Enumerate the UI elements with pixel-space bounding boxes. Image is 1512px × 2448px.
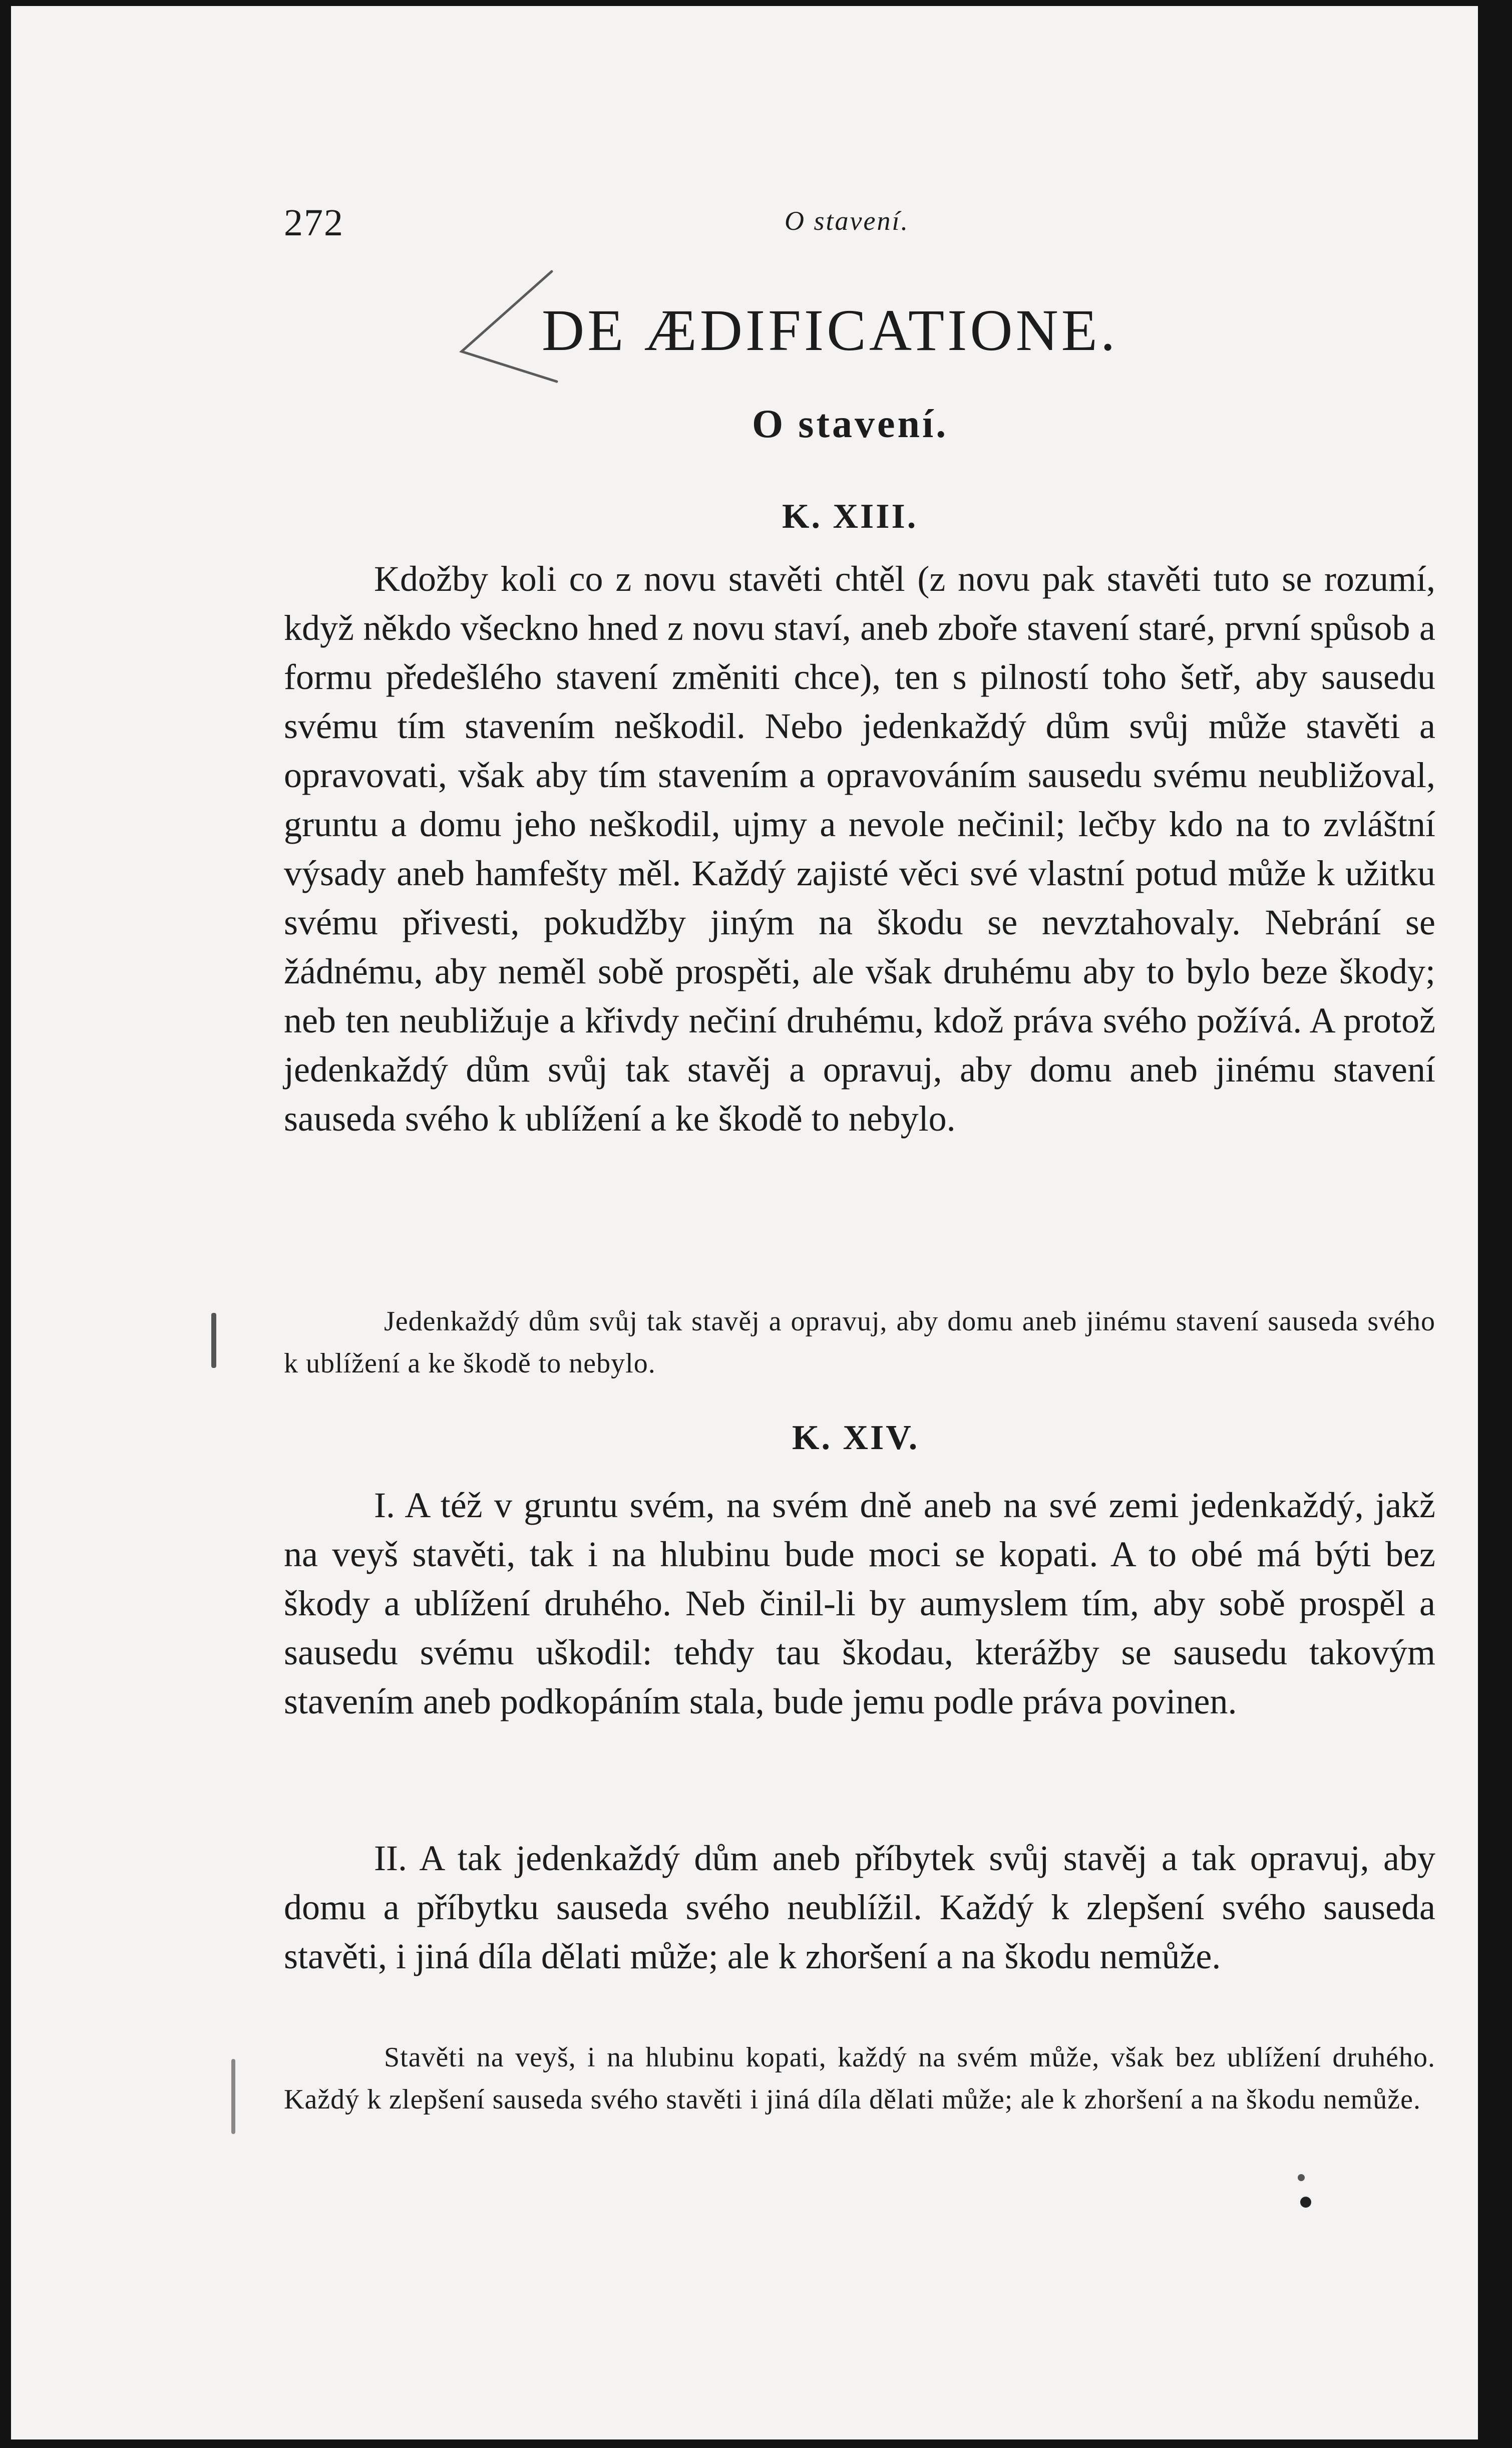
- book-page: [11, 6, 1478, 2439]
- paragraph-xiii: Kdožby koli co z novu stavěti chtěl (z novu pak stavěti tuto se rozumí, když někdo všeckno hned z novu staví, aneb zboře stavení staré, první spůsob a formu předešlého stavení změniti chce), ten s pilností toho šetř, aby sausedu svému tím stavením neškodil. Nebo jedenkaždý dům svůj může stavěti a opravovati, však aby tím stavením a opravováním sausedu svému neubližoval, gruntu a domu jeho neškodil, ujmy a nevole nečinil; lečby kdo na to zvláštní výsady aneb hamfešty měl. Každý zajisté věci své vlastní potud může k užitku svému přivesti, pokudžby jiným na škodu se nevztahovaly. Nebrání se žádnému, aby neměl sobě prospěti, ale však druhému aby to bylo beze škody; neb ten neubližuje a křivdy nečiní druhému, kdož práva svého požívá. A protož jedenkaždý dům svůj tak stavěj a opravuj, aby domu aneb jinému stavení sauseda svého k ublížení a ke škodě to nebylo.: [284, 559, 1435, 1139]
- latin-title: DE ÆDIFICATIONE.: [542, 297, 1118, 363]
- summary-xiv: Stavěti na veyš, i na hlubinu kopati, každý na svém může, však bez ublížení druhého. Každý k zlepšení sauseda svého stavěti i jiná díla dělati může; ale k zhoršení a na škodu nemůže.: [284, 2042, 1435, 2115]
- page-number: 272: [284, 202, 344, 244]
- running-title: O stavení.: [785, 206, 909, 236]
- running-head: [284, 201, 1435, 246]
- margin-speck: [1298, 2174, 1305, 2181]
- section-heading-xiv: K. XIV.: [792, 1419, 920, 1457]
- paragraph-xiv-i: I. A též v gruntu svém, na svém dně aneb na své zemi jedenkaždý, jakž na veyš stavěti, tak i na hlubinu bude moci se kopati. A to obé má býti bez škody a ublížení druhého. Neb činil-li by aumyslem tím, aby sobě prospěl a sausedu svému uškodil: tehdy tau škodau, kterážby se sausedu takovým stavením aneb podkopáním stala, bude jemu podle práva povinen.: [284, 1485, 1435, 1721]
- czech-title: O stavení.: [752, 402, 949, 446]
- summary-xiii: Jedenkaždý dům svůj tak stavěj a opravuj, aby domu aneb jinému stavení sauseda svého k ublížení a ke škodě to nebylo.: [284, 1306, 1435, 1379]
- margin-speck: [211, 1313, 216, 1368]
- margin-speck: [1300, 2197, 1311, 2208]
- section-heading-xiii: K. XIII.: [782, 497, 918, 536]
- margin-speck: [231, 2059, 235, 2134]
- paragraph-xiv-ii: II. A tak jedenkaždý dům aneb příbytek svůj stavěj a tak opravuj, aby domu a příbytku sauseda svého neublížil. Každý k zlepšení svého sauseda stavěti, i jiná díla dělati může; ale k zhoršení a na škodu nemůže.: [284, 1838, 1435, 1976]
